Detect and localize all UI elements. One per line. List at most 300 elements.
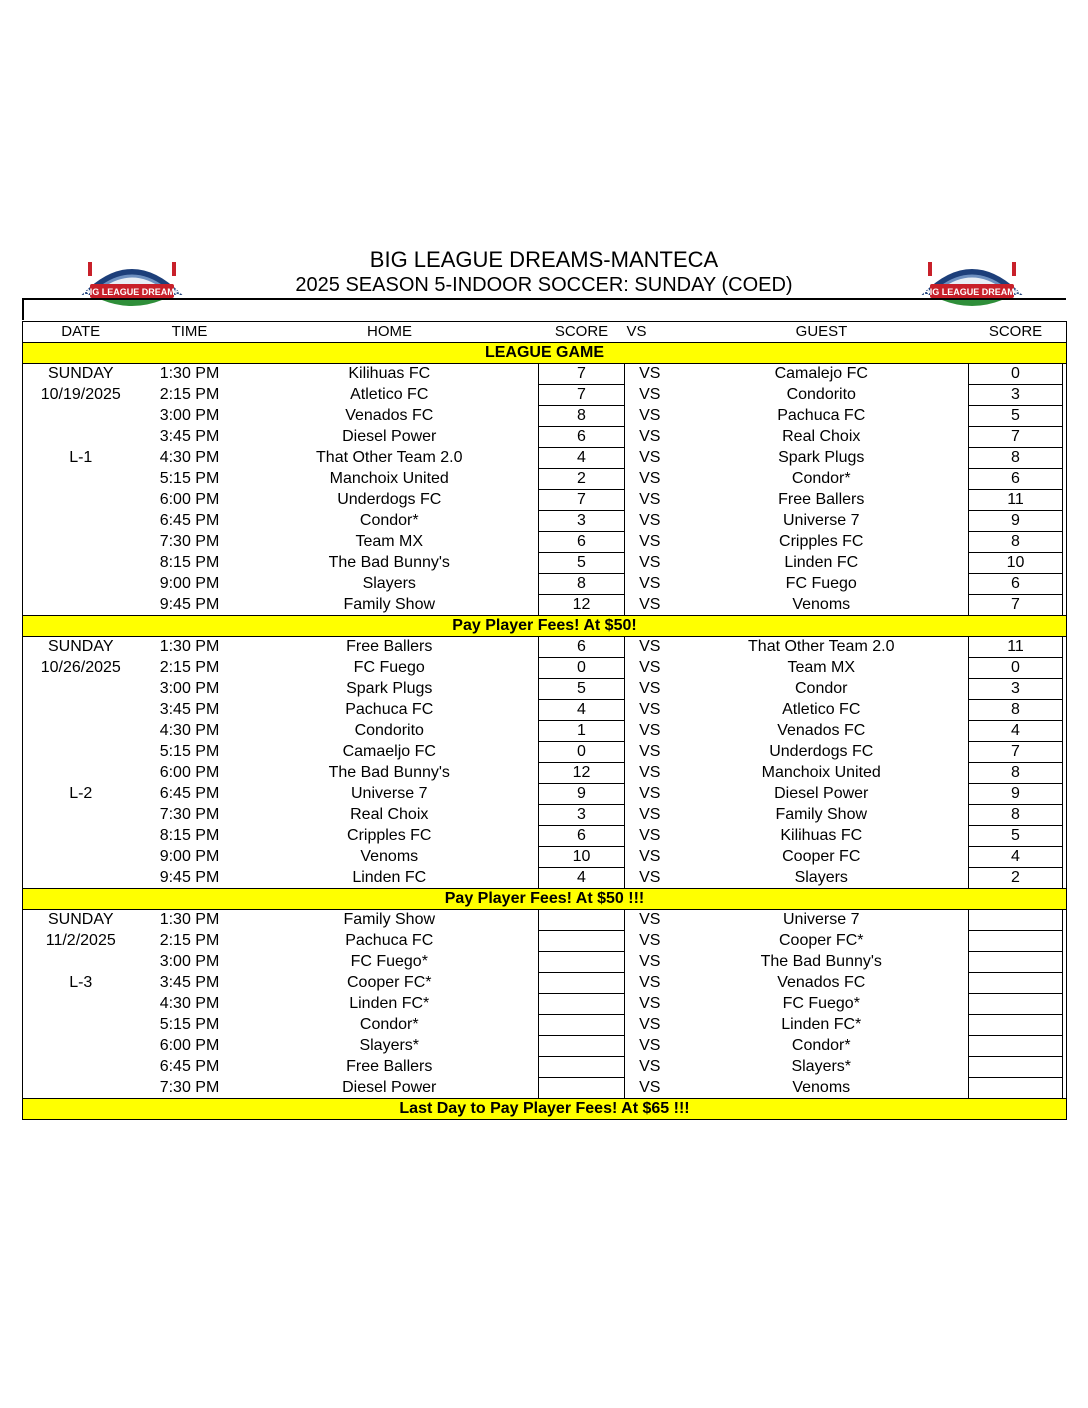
vs-label: VS (639, 827, 661, 844)
game-time: 9:00 PM (159, 575, 220, 592)
spacer (1063, 637, 1067, 658)
date-cell (23, 553, 139, 574)
date-cell (23, 763, 139, 784)
guest-score (969, 994, 1063, 1015)
date-cell (23, 511, 139, 532)
column-header-row (23, 322, 1067, 343)
vs-label: VS (639, 868, 661, 886)
vs-label: VS (639, 428, 661, 445)
guest-team: Venados FC (777, 722, 866, 739)
fee-notice-text: Pay Player Fees! At $50 !!! (23, 889, 1067, 910)
date-cell (23, 742, 139, 763)
home-team: Cripples FC (347, 827, 432, 844)
guest-score: 6 (969, 469, 1063, 490)
spacer (1063, 1015, 1067, 1036)
guest-score: 10 (969, 553, 1063, 574)
game-time: 7:30 PM (159, 1078, 220, 1096)
vs-label: VS (639, 659, 661, 676)
column-header-home-score: SCORE (539, 322, 625, 343)
spacer (1063, 385, 1067, 406)
vs-label: VS (639, 953, 661, 970)
guest-score: 0 (969, 658, 1063, 679)
game-row (23, 700, 1067, 721)
spacer (1063, 973, 1067, 994)
game-row (23, 595, 1067, 616)
schedule-table (22, 321, 1067, 1120)
game-time: 9:00 PM (159, 848, 220, 865)
date-label: 10/26/2025 (40, 659, 121, 676)
vs-label: VS (639, 470, 661, 487)
svg-text:BIG LEAGUE DREAMS: BIG LEAGUE DREAMS (83, 287, 181, 297)
guest-team: Free Ballers (778, 491, 865, 508)
game-row (23, 1078, 1067, 1099)
fee-notice-text: Pay Player Fees! At $50! (23, 616, 1067, 637)
guest-team: Underdogs FC (769, 743, 874, 760)
game-row (23, 532, 1067, 553)
game-row (23, 637, 1067, 658)
vs-label: VS (639, 449, 661, 466)
home-score (539, 1078, 625, 1099)
fee-notice-banner (23, 1099, 1067, 1120)
home-team: Diesel Power (342, 1078, 437, 1096)
home-score: 0 (539, 658, 625, 679)
game-time: 6:00 PM (159, 764, 220, 781)
guest-score: 7 (969, 427, 1063, 448)
date-cell (23, 721, 139, 742)
home-score: 5 (539, 553, 625, 574)
game-row (23, 742, 1067, 763)
guest-score: 5 (969, 826, 1063, 847)
guest-team: Pachuca FC (777, 407, 866, 424)
guest-score (969, 1015, 1063, 1036)
guest-score (969, 910, 1063, 931)
home-score: 7 (539, 385, 625, 406)
home-team: Family Show (343, 911, 436, 929)
guest-score (969, 1057, 1063, 1078)
guest-team: Condor* (791, 470, 851, 487)
league-week-label: L-1 (69, 449, 93, 466)
home-score: 3 (539, 511, 625, 532)
spacer (1063, 763, 1067, 784)
home-team: Linden FC (352, 868, 427, 886)
game-time: 8:15 PM (159, 554, 220, 571)
date-cell (23, 994, 139, 1015)
date-cell (23, 1057, 139, 1078)
game-row (23, 952, 1067, 973)
home-team: FC Fuego (353, 659, 425, 676)
home-score (539, 952, 625, 973)
column-header-time: TIME (139, 322, 241, 343)
spacer (1063, 721, 1067, 742)
league-week-label: L-2 (69, 785, 93, 802)
date-cell (23, 532, 139, 553)
fee-notice-banner (23, 889, 1067, 910)
guest-score: 9 (969, 511, 1063, 532)
home-score (539, 910, 625, 931)
home-score (539, 1057, 625, 1078)
guest-score: 8 (969, 532, 1063, 553)
column-header-guest-score: SCORE (969, 322, 1063, 343)
game-time: 3:45 PM (159, 701, 220, 718)
vs-label: VS (639, 1058, 661, 1075)
spacer (1063, 1078, 1067, 1099)
vs-label: VS (639, 764, 661, 781)
home-score: 6 (539, 532, 625, 553)
guest-team: Condor (795, 680, 848, 697)
date-cell (23, 700, 139, 721)
spacer (1063, 595, 1067, 616)
game-time: 8:15 PM (159, 827, 220, 844)
home-score (539, 931, 625, 952)
home-team: Universe 7 (351, 785, 428, 802)
spacer (1063, 805, 1067, 826)
home-team: Condorito (354, 722, 424, 739)
league-week-label: L-3 (69, 974, 93, 991)
game-row (23, 847, 1067, 868)
home-team: That Other Team 2.0 (316, 449, 463, 466)
date-cell (23, 406, 139, 427)
home-score: 9 (539, 784, 625, 805)
game-row (23, 763, 1067, 784)
guest-team: Slayers* (791, 1058, 852, 1075)
game-row (23, 805, 1067, 826)
home-team: Free Ballers (346, 1058, 433, 1075)
home-score: 2 (539, 469, 625, 490)
header-frame (22, 298, 1066, 320)
spacer (1063, 826, 1067, 847)
date-label: 11/2/2025 (45, 932, 116, 949)
guest-score (969, 952, 1063, 973)
spacer (1063, 490, 1067, 511)
home-score: 8 (539, 406, 625, 427)
guest-score: 8 (969, 805, 1063, 826)
game-row (23, 406, 1067, 427)
guest-team: Cripples FC (779, 533, 864, 550)
game-time: 1:30 PM (159, 365, 220, 383)
guest-score: 9 (969, 784, 1063, 805)
spacer (1063, 1036, 1067, 1057)
date-cell (23, 826, 139, 847)
game-time: 3:45 PM (159, 974, 220, 991)
home-score: 7 (539, 364, 625, 385)
guest-team: Slayers (794, 868, 848, 886)
home-team: Pachuca FC (345, 932, 434, 949)
vs-label: VS (639, 806, 661, 823)
vs-label: VS (639, 701, 661, 718)
guest-team: Linden FC* (781, 1016, 862, 1033)
home-team: Camaeljo FC (342, 743, 436, 760)
home-score: 4 (539, 700, 625, 721)
game-row (23, 1057, 1067, 1078)
date-cell (23, 847, 139, 868)
column-header-vs: VS (625, 322, 675, 343)
game-row (23, 868, 1067, 889)
column-header-date: DATE (23, 322, 139, 343)
guest-team: Kilihuas FC (780, 827, 863, 844)
vs-label: VS (639, 407, 661, 424)
guest-team: The Bad Bunny's (760, 953, 882, 970)
date-cell (23, 1015, 139, 1036)
league-game-banner (23, 343, 1067, 364)
home-team: Condor* (359, 512, 419, 529)
game-time: 5:15 PM (159, 743, 220, 760)
vs-label: VS (639, 533, 661, 550)
vs-label: VS (639, 638, 661, 656)
home-score: 8 (539, 574, 625, 595)
game-time: 3:00 PM (159, 680, 220, 697)
vs-label: VS (639, 848, 661, 865)
date-cell (23, 868, 139, 889)
game-row (23, 973, 1067, 994)
guest-team: Condor* (791, 1037, 851, 1054)
game-row (23, 1036, 1067, 1057)
spacer (1063, 931, 1067, 952)
spacer (1063, 700, 1067, 721)
home-team: Pachuca FC (345, 701, 434, 718)
vs-label: VS (639, 974, 661, 991)
spacer (1063, 574, 1067, 595)
spacer (1063, 469, 1067, 490)
guest-score: 8 (969, 448, 1063, 469)
guest-score: 3 (969, 679, 1063, 700)
game-time: 6:45 PM (159, 512, 220, 529)
home-team: The Bad Bunny's (328, 554, 450, 571)
home-team: Family Show (343, 595, 436, 613)
home-team: Free Ballers (346, 638, 433, 656)
home-score (539, 973, 625, 994)
game-time: 5:15 PM (159, 470, 220, 487)
guest-score: 11 (969, 637, 1063, 658)
date-cell (23, 679, 139, 700)
home-score: 1 (539, 721, 625, 742)
game-time: 6:45 PM (159, 1058, 220, 1075)
vs-label: VS (639, 1016, 661, 1033)
spacer (1063, 868, 1067, 889)
guest-score: 6 (969, 574, 1063, 595)
game-row (23, 721, 1067, 742)
home-team: Spark Plugs (346, 680, 433, 697)
game-time: 3:45 PM (159, 428, 220, 445)
league-game-banner-text: LEAGUE GAME (23, 343, 1067, 364)
game-time: 7:30 PM (159, 806, 220, 823)
home-team: Diesel Power (342, 428, 437, 445)
game-row (23, 931, 1067, 952)
guest-score: 3 (969, 385, 1063, 406)
vs-label: VS (639, 722, 661, 739)
home-team: The Bad Bunny's (328, 764, 450, 781)
home-score: 6 (539, 826, 625, 847)
game-row (23, 553, 1067, 574)
home-team: Venados FC (345, 407, 434, 424)
game-time: 3:00 PM (159, 407, 220, 424)
spacer (1063, 742, 1067, 763)
guest-team: FC Fuego (785, 575, 857, 592)
date-cell (23, 574, 139, 595)
fee-notice-banner (23, 616, 1067, 637)
home-team: Slayers (362, 575, 416, 592)
guest-score: 5 (969, 406, 1063, 427)
date-cell (23, 1036, 139, 1057)
spacer (1063, 448, 1067, 469)
guest-team: Venados FC (777, 974, 866, 991)
date-cell (23, 469, 139, 490)
guest-team: Real Choix (782, 428, 861, 445)
guest-team: Camalejo FC (774, 365, 868, 383)
guest-team: Linden FC (784, 554, 859, 571)
page-subtitle: 2025 SEASON 5-INDOOR SOCCER: SUNDAY (COED) (295, 274, 793, 296)
spacer (1063, 427, 1067, 448)
guest-score: 8 (969, 700, 1063, 721)
vs-label: VS (639, 1037, 661, 1054)
fee-notice-text: Last Day to Pay Player Fees! At $65 !!! (23, 1099, 1067, 1120)
guest-score: 4 (969, 847, 1063, 868)
home-score: 3 (539, 805, 625, 826)
game-time: 4:30 PM (159, 449, 220, 466)
page-title: BIG LEAGUE DREAMS-MANTECA (369, 247, 719, 272)
home-team: FC Fuego* (350, 953, 428, 970)
home-team: Team MX (355, 533, 424, 550)
home-team: Underdogs FC (337, 491, 442, 508)
guest-score (969, 1036, 1063, 1057)
spacer (1063, 910, 1067, 931)
home-score: 7 (539, 490, 625, 511)
spacer (1063, 406, 1067, 427)
spacer (1063, 994, 1067, 1015)
game-row (23, 448, 1067, 469)
guest-team: Universe 7 (783, 911, 860, 929)
game-row (23, 364, 1067, 385)
spacer (1063, 658, 1067, 679)
guest-team: Condorito (786, 386, 856, 403)
home-score: 6 (539, 637, 625, 658)
game-time: 2:15 PM (159, 659, 220, 676)
home-team: Cooper FC* (347, 974, 432, 991)
game-time: 3:00 PM (159, 953, 220, 970)
column-header-home: HOME (241, 322, 539, 343)
spacer (1063, 553, 1067, 574)
home-score (539, 1036, 625, 1057)
game-row (23, 826, 1067, 847)
home-team: Atletico FC (350, 386, 429, 403)
game-row (23, 490, 1067, 511)
vs-label: VS (639, 365, 661, 383)
game-time: 9:45 PM (159, 595, 220, 613)
date-cell (23, 1078, 139, 1099)
spacer (1063, 1057, 1067, 1078)
guest-team: Family Show (775, 806, 868, 823)
guest-score: 7 (969, 595, 1063, 616)
game-row (23, 910, 1067, 931)
game-time: 2:15 PM (159, 932, 220, 949)
day-label: SUNDAY (48, 365, 114, 383)
guest-score: 4 (969, 721, 1063, 742)
game-row (23, 994, 1067, 1015)
date-label: 10/19/2025 (40, 386, 121, 403)
vs-label: VS (639, 932, 661, 949)
vs-label: VS (639, 680, 661, 697)
home-score: 0 (539, 742, 625, 763)
day-label: SUNDAY (48, 638, 114, 656)
date-cell (23, 952, 139, 973)
game-time: 1:30 PM (159, 638, 220, 656)
guest-score: 0 (969, 364, 1063, 385)
home-score: 5 (539, 679, 625, 700)
day-label: SUNDAY (48, 911, 114, 929)
game-time: 4:30 PM (159, 722, 220, 739)
spacer (1063, 679, 1067, 700)
vs-label: VS (639, 1078, 661, 1096)
vs-label: VS (639, 995, 661, 1012)
guest-score (969, 931, 1063, 952)
game-row (23, 427, 1067, 448)
game-time: 5:15 PM (159, 1016, 220, 1033)
guest-team: Cooper FC* (779, 932, 864, 949)
home-team: Manchoix United (329, 470, 449, 487)
game-row (23, 574, 1067, 595)
game-time: 1:30 PM (159, 911, 220, 929)
date-cell (23, 805, 139, 826)
game-row (23, 511, 1067, 532)
spacer (1063, 952, 1067, 973)
svg-text:BIG LEAGUE DREAMS: BIG LEAGUE DREAMS (923, 287, 1021, 297)
spacer (1063, 784, 1067, 805)
vs-label: VS (639, 911, 661, 929)
vs-label: VS (639, 595, 661, 613)
game-row (23, 784, 1067, 805)
game-row (23, 385, 1067, 406)
guest-team: FC Fuego* (782, 995, 860, 1012)
guest-score: 11 (969, 490, 1063, 511)
home-score: 6 (539, 427, 625, 448)
guest-score (969, 973, 1063, 994)
vs-label: VS (639, 386, 661, 403)
game-time: 6:00 PM (159, 1037, 220, 1054)
home-team: Condor* (359, 1016, 419, 1033)
game-row (23, 658, 1067, 679)
home-score: 4 (539, 868, 625, 889)
spacer (1063, 532, 1067, 553)
date-cell (23, 490, 139, 511)
home-score: 4 (539, 448, 625, 469)
home-team: Real Choix (350, 806, 429, 823)
home-score (539, 1015, 625, 1036)
home-team: Kilihuas FC (348, 365, 431, 383)
guest-team: Spark Plugs (778, 449, 865, 466)
guest-team: Team MX (787, 659, 856, 676)
vs-label: VS (639, 743, 661, 760)
home-team: Venoms (360, 848, 419, 865)
home-score: 12 (539, 595, 625, 616)
guest-team: Universe 7 (783, 512, 860, 529)
date-cell (23, 595, 139, 616)
guest-score: 8 (969, 763, 1063, 784)
home-team: Linden FC* (349, 995, 430, 1012)
home-team: Slayers* (359, 1037, 420, 1054)
game-row (23, 469, 1067, 490)
column-header-guest: GUEST (675, 322, 969, 343)
guest-team: Manchoix United (761, 764, 881, 781)
game-time: 7:30 PM (159, 533, 220, 550)
spacer (1063, 364, 1067, 385)
guest-score: 2 (969, 868, 1063, 889)
game-row (23, 1015, 1067, 1036)
home-score: 12 (539, 763, 625, 784)
date-cell (23, 427, 139, 448)
game-row (23, 679, 1067, 700)
vs-label: VS (639, 785, 661, 802)
game-time: 6:00 PM (159, 491, 220, 508)
game-time: 2:15 PM (159, 386, 220, 403)
